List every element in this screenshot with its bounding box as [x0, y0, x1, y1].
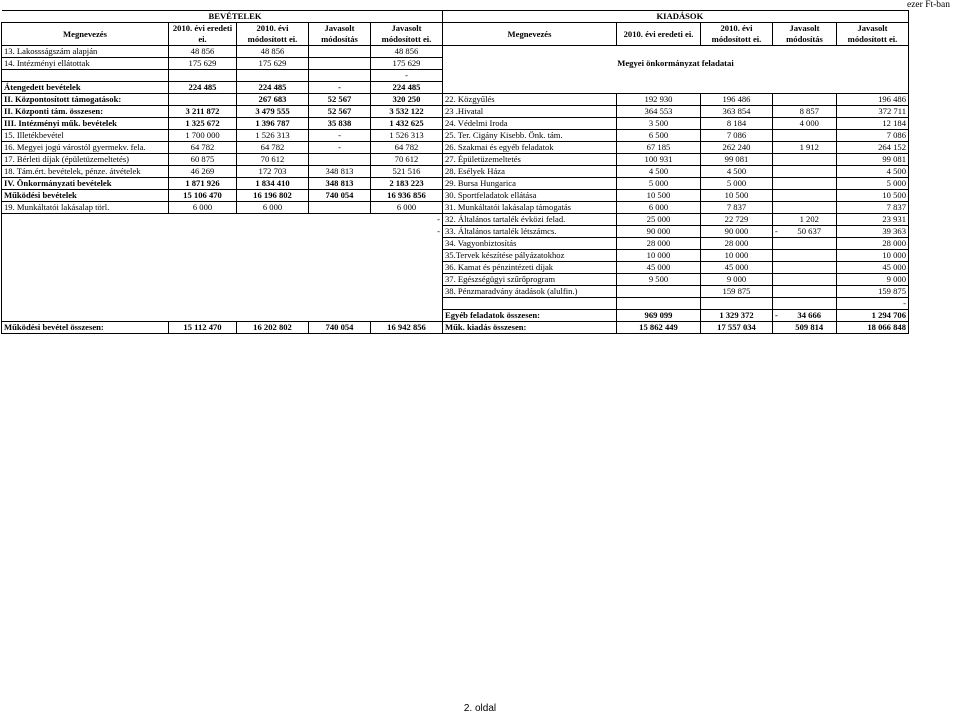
- expense-name: 37. Egészségügyi szűrőprogram: [443, 274, 617, 286]
- income-col-new: Javasolt módosított ei.: [371, 23, 443, 46]
- expense-mod: 90 000: [701, 226, 773, 238]
- income-name: 13. Lakossságszám alapján: [2, 46, 169, 58]
- expense-mod: 5 000: [701, 178, 773, 190]
- income-mod: 6 000: [237, 202, 309, 214]
- expense-subtotal-sign: -: [773, 310, 783, 322]
- income-chg: -: [309, 130, 371, 142]
- table-row: [2, 250, 909, 262]
- table-row: [2, 202, 909, 214]
- expense-sign: [773, 166, 783, 178]
- income-orig: 175 629: [169, 58, 237, 70]
- income-empty: [371, 274, 443, 286]
- income-orig: [169, 94, 237, 106]
- income-name: 16. Megyei jogú várostól gyermekv. fela.: [2, 142, 169, 154]
- income-empty: [237, 286, 309, 298]
- expense-subtotal-mod: 1 329 372: [701, 310, 773, 322]
- income-orig: 64 782: [169, 142, 237, 154]
- income-orig: 48 856: [169, 46, 237, 58]
- expense-new: 5 000: [837, 178, 909, 190]
- income-orig: 6 000: [169, 202, 237, 214]
- expense-chg: [783, 94, 837, 106]
- table-row: [2, 106, 909, 118]
- table-row: [2, 226, 909, 238]
- expense-sign: [773, 286, 783, 298]
- income-name: 18. Tám.ért. bevételek, pénze. átvételek: [2, 166, 169, 178]
- expense-mod: 196 486: [701, 94, 773, 106]
- expense-new: -: [837, 298, 909, 310]
- expense-col-new: Javasolt módosított ei.: [837, 23, 909, 46]
- income-mod: 64 782: [237, 142, 309, 154]
- income-name: 15. Illetékbevétel: [2, 130, 169, 142]
- expense-mod: 8 184: [701, 118, 773, 130]
- expense-new: 23 931: [837, 214, 909, 226]
- table-row: [2, 166, 909, 178]
- income-new: 175 629: [371, 58, 443, 70]
- expense-name: 34. Vagyonbiztosítás: [443, 238, 617, 250]
- expense-total-new: 18 066 848: [837, 322, 909, 334]
- income-empty: [371, 238, 443, 250]
- expense-orig: 6 000: [617, 202, 701, 214]
- income-empty: [2, 226, 169, 238]
- income-total-orig: 15 112 470: [169, 322, 237, 334]
- expense-sign: [773, 130, 783, 142]
- income-chg: -: [309, 82, 371, 94]
- expense-sign: [773, 298, 783, 310]
- expense-empty: [443, 82, 909, 94]
- expense-chg: 50 637: [783, 226, 837, 238]
- income-empty: [2, 238, 169, 250]
- income-chg: 52 567: [309, 106, 371, 118]
- income-name: [2, 70, 169, 82]
- income-empty: [371, 250, 443, 262]
- expense-mod: 4 500: [701, 166, 773, 178]
- income-mod: 1 526 313: [237, 130, 309, 142]
- expense-chg: [783, 262, 837, 274]
- table-row: [2, 46, 909, 58]
- income-mod: 1 834 410: [237, 178, 309, 190]
- income-empty: [309, 250, 371, 262]
- expense-orig: [617, 286, 701, 298]
- income-new: 70 612: [371, 154, 443, 166]
- income-empty: [169, 238, 237, 250]
- expense-sign: [773, 106, 783, 118]
- expense-name: 25. Ter. Cigány Kisebb. Önk. tám.: [443, 130, 617, 142]
- expense-mod: 262 240: [701, 142, 773, 154]
- income-empty: [371, 310, 443, 322]
- table-row: [2, 94, 909, 106]
- income-chg: 35 838: [309, 118, 371, 130]
- income-empty: [237, 250, 309, 262]
- expense-chg: [783, 286, 837, 298]
- income-empty: [237, 238, 309, 250]
- expense-name: [443, 298, 617, 310]
- budget-table: [1, 10, 909, 334]
- expense-new: 10 000: [837, 250, 909, 262]
- income-empty: [309, 214, 371, 226]
- income-chg: [309, 202, 371, 214]
- expense-chg: [783, 298, 837, 310]
- expense-new: 196 486: [837, 94, 909, 106]
- expense-name: 35.Tervek készítése pályázatokhoz: [443, 250, 617, 262]
- income-orig: 46 269: [169, 166, 237, 178]
- expense-orig: 25 000: [617, 214, 701, 226]
- income-empty: [169, 310, 237, 322]
- income-name: Átengedett bevételek: [2, 82, 169, 94]
- expense-sign: [773, 178, 783, 190]
- expense-orig: 90 000: [617, 226, 701, 238]
- income-name: IV. Önkormányzati bevételek: [2, 178, 169, 190]
- table-row: [2, 214, 909, 226]
- expense-name: 28. Esélyek Háza: [443, 166, 617, 178]
- expense-sign: [773, 118, 783, 130]
- expense-total-orig: 15 862 449: [617, 322, 701, 334]
- expense-orig: 28 000: [617, 238, 701, 250]
- expense-chg: [783, 130, 837, 142]
- expense-name: 32. Általános tartalék évközi felad.: [443, 214, 617, 226]
- expense-total-name: Műk. kiadás összesen:: [443, 322, 617, 334]
- expense-subtotal-orig: 969 099: [617, 310, 701, 322]
- expense-chg: [783, 178, 837, 190]
- expense-subtitle: Megyei önkormányzat feladatai: [443, 58, 909, 70]
- expense-chg: 4 000: [783, 118, 837, 130]
- table-row: [2, 70, 909, 82]
- expense-mod: 10 500: [701, 190, 773, 202]
- income-mod: 175 629: [237, 58, 309, 70]
- expense-orig: [617, 298, 701, 310]
- expense-chg: [783, 190, 837, 202]
- expense-chg: [783, 154, 837, 166]
- expense-new: 45 000: [837, 262, 909, 274]
- expense-mod: 10 000: [701, 250, 773, 262]
- expense-section-title: KIADÁSOK: [617, 11, 909, 23]
- income-orig: 1 700 000: [169, 130, 237, 142]
- table-row: [2, 298, 909, 310]
- income-mod: 1 396 787: [237, 118, 309, 130]
- income-section-title: BEVÉTELEK: [169, 11, 443, 23]
- expense-mod: 22 729: [701, 214, 773, 226]
- expense-sign: [773, 190, 783, 202]
- income-new: 1 432 625: [371, 118, 443, 130]
- income-empty: [169, 226, 237, 238]
- expense-new: 39 363: [837, 226, 909, 238]
- income-empty: [2, 262, 169, 274]
- expense-new: 159 875: [837, 286, 909, 298]
- income-name: 19. Munkáltatói lakásalap törl.: [2, 202, 169, 214]
- expense-mod: 7 086: [701, 130, 773, 142]
- expense-subtotal-new: 1 294 706: [837, 310, 909, 322]
- expense-name: 26. Szakmai és egyéb feladatok: [443, 142, 617, 154]
- income-name: II. Központi tám. összesen:: [2, 106, 169, 118]
- income-empty: [237, 214, 309, 226]
- income-empty: [237, 310, 309, 322]
- income-name: 17. Bérleti díjak (épületüzemeltetés): [2, 154, 169, 166]
- income-chg: 348 813: [309, 178, 371, 190]
- expense-new: 9 000: [837, 274, 909, 286]
- table-row: [2, 82, 909, 94]
- expense-empty: [443, 46, 909, 58]
- income-empty: [309, 262, 371, 274]
- income-new: 16 936 856: [371, 190, 443, 202]
- income-empty: [237, 262, 309, 274]
- expense-chg: [783, 274, 837, 286]
- income-mod: [237, 70, 309, 82]
- income-empty: [169, 274, 237, 286]
- income-empty: [2, 250, 169, 262]
- income-empty: [309, 238, 371, 250]
- total-row: [2, 322, 909, 334]
- expense-name: 30. Sportfeladatok ellátása: [443, 190, 617, 202]
- section-title-row: [2, 11, 909, 23]
- income-col-orig: 2010. évi eredeti ei.: [169, 23, 237, 46]
- income-empty: [2, 298, 169, 310]
- expense-name: 33. Általános tartalék létszámcs.: [443, 226, 617, 238]
- income-chg: 740 054: [309, 190, 371, 202]
- expense-mod: 28 000: [701, 238, 773, 250]
- income-empty: [237, 226, 309, 238]
- expense-mod: 45 000: [701, 262, 773, 274]
- expense-total-chg: 509 814: [783, 322, 837, 334]
- expense-empty: [443, 70, 909, 82]
- income-chg: [309, 154, 371, 166]
- table-row: [2, 130, 909, 142]
- expense-orig: 192 930: [617, 94, 701, 106]
- expense-chg: 1 202: [783, 214, 837, 226]
- table-row: [2, 190, 909, 202]
- expense-orig: 3 500: [617, 118, 701, 130]
- expense-chg: 8 857: [783, 106, 837, 118]
- expense-orig: 100 931: [617, 154, 701, 166]
- expense-new: 99 081: [837, 154, 909, 166]
- expense-new: 372 711: [837, 106, 909, 118]
- income-new: 48 856: [371, 46, 443, 58]
- income-mod: 16 196 802: [237, 190, 309, 202]
- expense-total-mod: 17 557 034: [701, 322, 773, 334]
- income-empty: [309, 286, 371, 298]
- table-row: [2, 142, 909, 154]
- expense-col-name: Megnevezés: [443, 23, 617, 46]
- expense-new: 12 184: [837, 118, 909, 130]
- expense-sign: [773, 214, 783, 226]
- page-number: 2. oldal: [463, 703, 497, 714]
- income-total-chg: 740 054: [309, 322, 371, 334]
- expense-mod: 159 875: [701, 286, 773, 298]
- income-empty: [309, 274, 371, 286]
- income-orig: 1 871 926: [169, 178, 237, 190]
- expense-mod: 363 854: [701, 106, 773, 118]
- income-empty: [371, 262, 443, 274]
- income-col-chg: Javasolt módosítás: [309, 23, 371, 46]
- expense-col-orig: 2010. évi eredeti ei.: [617, 23, 701, 46]
- expense-sign: [773, 238, 783, 250]
- expense-orig: 364 553: [617, 106, 701, 118]
- table-row: [2, 178, 909, 190]
- table-row: [2, 118, 909, 130]
- income-empty: [169, 286, 237, 298]
- expense-orig: 10 500: [617, 190, 701, 202]
- expense-name: 38. Pénzmaradvány átadások (alulfin.): [443, 286, 617, 298]
- income-total-new: 16 942 856: [371, 322, 443, 334]
- expense-new: 264 152: [837, 142, 909, 154]
- income-empty: [2, 214, 169, 226]
- expense-mod: 7 837: [701, 202, 773, 214]
- income-dash: -: [371, 226, 443, 238]
- income-orig: 60 875: [169, 154, 237, 166]
- income-chg: [309, 58, 371, 70]
- expense-new: 28 000: [837, 238, 909, 250]
- income-empty: [237, 298, 309, 310]
- income-new: 64 782: [371, 142, 443, 154]
- income-empty: [2, 310, 169, 322]
- expense-name: 29. Bursa Hungarica: [443, 178, 617, 190]
- expense-orig: 67 185: [617, 142, 701, 154]
- expense-chg: 1 912: [783, 142, 837, 154]
- income-empty: [2, 274, 169, 286]
- expense-name: 23 .Hivatal: [443, 106, 617, 118]
- expense-sign: [773, 154, 783, 166]
- expense-subtotal-chg: 34 666: [783, 310, 837, 322]
- expense-name: 24. Védelmi Iroda: [443, 118, 617, 130]
- expense-chg: [783, 238, 837, 250]
- expense-orig: 5 000: [617, 178, 701, 190]
- expense-subtotal-name: Egyéb feladatok összesen:: [443, 310, 617, 322]
- expense-sign: [773, 262, 783, 274]
- expense-col-mod: 2010. évi módosított ei.: [701, 23, 773, 46]
- expense-mod: [701, 298, 773, 310]
- expense-sign: [773, 202, 783, 214]
- expense-new: 7 086: [837, 130, 909, 142]
- expense-sign: [773, 142, 783, 154]
- expense-name: 31. Munkáltatói lakásalap támogatás: [443, 202, 617, 214]
- income-mod: 3 479 555: [237, 106, 309, 118]
- expense-name: 27. Épületüzemeltetés: [443, 154, 617, 166]
- income-total-name: Működési bevétel összesen:: [2, 322, 169, 334]
- income-empty: [169, 298, 237, 310]
- income-chg: 348 813: [309, 166, 371, 178]
- income-new: 224 485: [371, 82, 443, 94]
- income-mod: 172 703: [237, 166, 309, 178]
- income-new: -: [371, 70, 443, 82]
- income-orig: 1 325 672: [169, 118, 237, 130]
- income-new: 1 526 313: [371, 130, 443, 142]
- expense-name: 36. Kamat és pénzintézeti díjak: [443, 262, 617, 274]
- expense-new: 7 837: [837, 202, 909, 214]
- income-orig: [169, 70, 237, 82]
- income-new: 521 516: [371, 166, 443, 178]
- income-empty: [237, 274, 309, 286]
- income-new: 2 183 223: [371, 178, 443, 190]
- expense-sign: [773, 94, 783, 106]
- expense-sign: [773, 250, 783, 262]
- income-orig: 15 106 470: [169, 190, 237, 202]
- unit-label: ezer Ft-ban: [907, 0, 950, 10]
- table-row: [2, 286, 909, 298]
- income-name: II. Központosított támogatások:: [2, 94, 169, 106]
- income-total-mod: 16 202 802: [237, 322, 309, 334]
- income-empty: [371, 298, 443, 310]
- income-chg: -: [309, 142, 371, 154]
- income-orig: 3 211 872: [169, 106, 237, 118]
- expense-chg: [783, 166, 837, 178]
- income-orig: 224 485: [169, 82, 237, 94]
- expense-orig: 6 500: [617, 130, 701, 142]
- expense-sign: -: [773, 226, 783, 238]
- expense-orig: 4 500: [617, 166, 701, 178]
- table-row: [2, 154, 909, 166]
- expense-orig: 45 000: [617, 262, 701, 274]
- income-empty: [309, 226, 371, 238]
- income-empty: [371, 286, 443, 298]
- income-new: 3 532 122: [371, 106, 443, 118]
- income-new: 320 250: [371, 94, 443, 106]
- table-row: [2, 58, 909, 70]
- income-chg: [309, 70, 371, 82]
- income-chg: [309, 46, 371, 58]
- income-col-name: Megnevezés: [2, 23, 169, 46]
- income-mod: 48 856: [237, 46, 309, 58]
- income-name: III. Intézményi műk. bevételek: [2, 118, 169, 130]
- subtotal-row: [2, 310, 909, 322]
- expense-chg: [783, 250, 837, 262]
- income-dash: -: [371, 214, 443, 226]
- expense-name: 22. Közgyűlés: [443, 94, 617, 106]
- income-mod: 224 485: [237, 82, 309, 94]
- expense-col-chg: Javasolt módosítás: [773, 23, 837, 46]
- table-row: [2, 262, 909, 274]
- expense-sign: [773, 274, 783, 286]
- expense-chg: [783, 202, 837, 214]
- income-empty: [2, 286, 169, 298]
- income-mod: 70 612: [237, 154, 309, 166]
- income-empty: [169, 250, 237, 262]
- income-name: Működési bevételek: [2, 190, 169, 202]
- income-empty: [169, 214, 237, 226]
- expense-new: 4 500: [837, 166, 909, 178]
- income-col-mod: 2010. évi módosított ei.: [237, 23, 309, 46]
- expense-new: 10 500: [837, 190, 909, 202]
- expense-total-sign: [773, 322, 783, 334]
- income-empty: [309, 310, 371, 322]
- table-row: [2, 274, 909, 286]
- expense-orig: 9 500: [617, 274, 701, 286]
- income-chg: 52 567: [309, 94, 371, 106]
- income-mod: 267 683: [237, 94, 309, 106]
- income-new: 6 000: [371, 202, 443, 214]
- expense-mod: 9 000: [701, 274, 773, 286]
- expense-mod: 99 081: [701, 154, 773, 166]
- income-empty: [169, 262, 237, 274]
- table-row: [2, 238, 909, 250]
- income-name: 14. Intézményi ellátottak: [2, 58, 169, 70]
- income-empty: [309, 298, 371, 310]
- expense-orig: 10 000: [617, 250, 701, 262]
